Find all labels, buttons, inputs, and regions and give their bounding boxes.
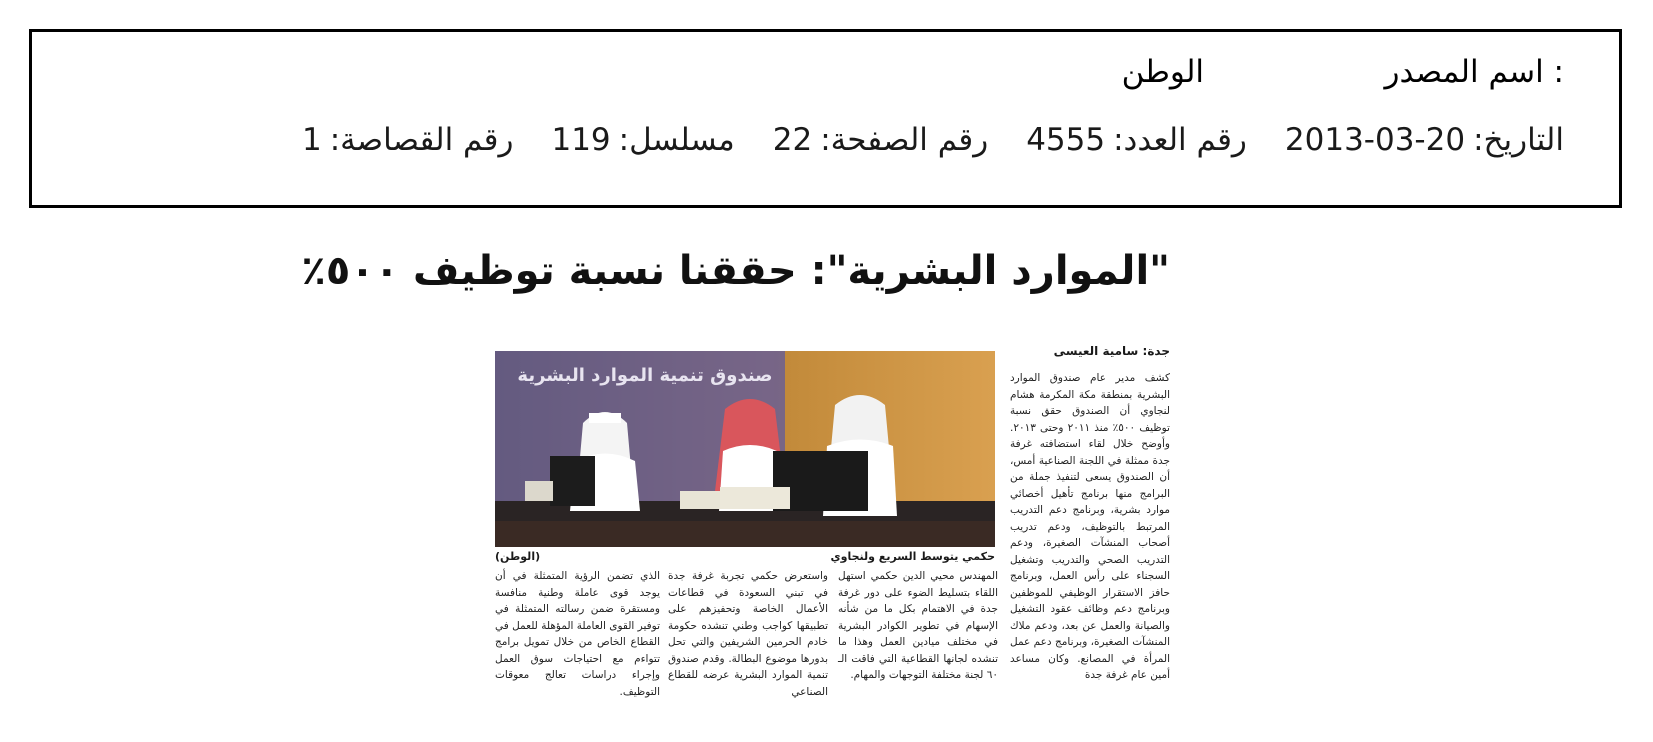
name-plate-far-left: [525, 481, 553, 501]
article-headline: "الموارد البشرية": حققنا نسبة توظيف ٥٠٠٪: [301, 248, 1170, 294]
conference-panel-illustration: [495, 351, 995, 547]
issue-label: رقم العدد:: [1113, 122, 1247, 158]
name-plate-right: [720, 487, 790, 509]
article-byline: جدة: سامية العيسى: [1053, 344, 1170, 358]
article-column-1: كشف مدير عام صندوق الموارد البشرية بمنطقة مكة المكرمة هشام لنجاوي أن الصندوق حقق نسبة توظيف ٥٠٠٪ منذ ٢٠١١ وحتى ٢٠١٣. وأوضح خلال لقاء استضافته غرفة جدة ممثلة في اللجنة الصناعية أمس، أن الصندوق يسعى لتنفيذ جملة من البرامج منها برنامج تأهيل أخصائي موارد بشرية، وبرنامج دعم التدريب المرتبط بالتوظيف، ودعم تدريب أصحاب المنشآت الصغيرة، ودعم التدريب الصحي والتدريب وتشغيل السجناء على رأس العمل، وبرنامج حافز الاستقرار الوظيفي للموظفين وبرنامج دعم وظائف عقود التشغيل والصيانة والعمل عن بعد، ودعم ملاك المنشآت الصغيرة، وبرنامج دعم عمل المرأة في المصانع. وكان مساعد أمين عام غرفة جدة: [1010, 372, 1170, 681]
date-label: التاريخ:: [1473, 122, 1564, 158]
serial-field: [551, 122, 734, 158]
date-value: 2013-03-20: [1284, 122, 1466, 158]
article-column-2: المهندس محيي الدين حكمي استهل اللقاء بتسليط الضوء على دور غرفة جدة في الاهتمام بكل ما من شأنه الإسهام في تطوير الكوادر البشرية في مختلف ميادين العمل وهذا ما تنشده لجانها القطاعية التي فاقت الـ ٦٠ لجنة مختلفة التوجهات والمهام.: [838, 570, 998, 681]
page-label: رقم الصفحة:: [820, 122, 989, 158]
serial-label: مسلسل:: [618, 122, 735, 158]
clip-field: [302, 122, 513, 158]
metadata-header-box: [29, 29, 1622, 208]
monitor-left: [550, 456, 595, 506]
serial-value: 119: [551, 122, 611, 158]
source-label: اسم المصدر :: [1384, 54, 1564, 90]
news-article: [301, 248, 1170, 718]
source-value: الوطن: [1121, 54, 1204, 90]
article-column-4: الذي تضمن الرؤية المتمثلة في أن يوجد قوى عاملة وطنية منافسة ومستقرة ضمن رسالته المتمثلة في توفير القوى العاملة المؤهلة للعمل في القطاع الخاص من خلال تمويل برامج تتواءم مع احتياجات سوق العمل وإجراء دراسات تعالج معوقات التوظيف.: [495, 570, 660, 698]
photo-backdrop-sign: صندوق تنمية الموارد البشرية: [517, 365, 773, 386]
clip-value: 1: [302, 122, 322, 158]
article-column-3: واستعرض حكمي تجربة غرفة جدة في تبني السعودة في قطاعات الأعمال الخاصة وتحفيزهم على تطبيقها كواجب وطني تنشده حكومة خادم الحرمين الشريفين والتي تحل بدورها موضوع البطالة. وقدم صندوق تنمية الموارد البشرية عرضه للقطاع الصناعي: [668, 570, 828, 698]
issue-field: [1026, 122, 1247, 158]
metadata-row: [302, 122, 1564, 158]
page-value: 22: [772, 122, 813, 158]
date-field: [1285, 122, 1564, 158]
article-photo: [495, 351, 995, 547]
issue-value: 4555: [1026, 122, 1106, 158]
photo-caption: حكمي يتوسط السريع ولنجاوي: [830, 550, 995, 563]
clip-label: رقم القصاصة:: [329, 122, 514, 158]
photo-credit: (الوطن): [495, 550, 541, 563]
page-field: [773, 122, 988, 158]
